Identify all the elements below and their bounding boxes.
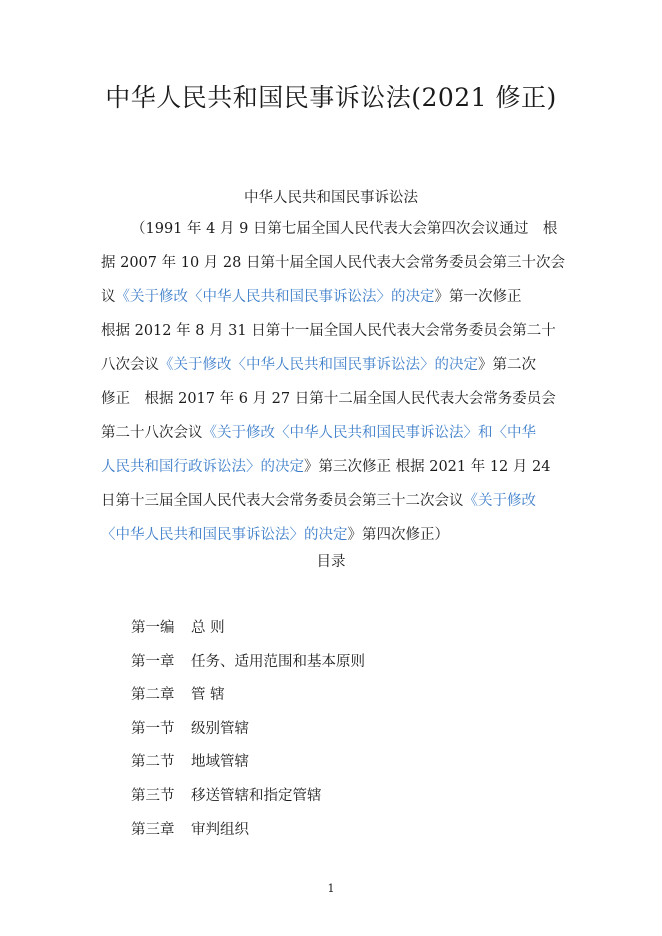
amendment-decision-link[interactable]: 人民共和国行政诉讼法〉的决定 [101, 459, 304, 475]
preamble-line [101, 416, 567, 450]
law-name: 中华人民共和国民事诉讼法 [244, 190, 418, 206]
toc-item[interactable] [131, 713, 365, 747]
preamble-text: 根据 2012 年 8 月 31 日第十一届全国人民代表大会常务委员会第二十 [101, 323, 556, 339]
amendment-history [101, 212, 567, 552]
toc-item-number: 第三章 [131, 821, 175, 838]
page-number: 1 [327, 882, 335, 895]
preamble-line [101, 212, 567, 246]
preamble-line [101, 518, 567, 552]
amendment-decision-link[interactable]: 《关于修改 [463, 493, 536, 509]
preamble-line [101, 246, 567, 280]
toc-item[interactable] [131, 814, 365, 848]
preamble-text: 第二十八次会议 [101, 425, 203, 441]
preamble-line [101, 348, 567, 382]
toc-item-number: 第三节 [131, 787, 175, 804]
amendment-decision-link[interactable]: 《关于修改〈中华人民共和国民事诉讼法〉和〈中华 [202, 425, 536, 441]
preamble-text: 日第十三届全国人民代表大会常务委员会第三十二次会议 [101, 493, 464, 509]
preamble-text: 八次会议 [101, 357, 159, 373]
preamble-text: （1991 年 4 月 9 日第七届全国人民代表大会第四次会议通过 根 [131, 221, 558, 237]
preamble-line [101, 280, 567, 314]
toc-item[interactable] [131, 646, 365, 680]
toc-item-title: 管 辖 [191, 687, 225, 704]
toc-item-number: 第一编 [131, 620, 175, 636]
toc-item-title: 任务、适用范围和基本原则 [191, 653, 365, 670]
amendment-decision-link[interactable]: 《关于修改〈中华人民共和国民事诉讼法〉的决定 [159, 357, 478, 373]
toc-item-title: 移送管辖和指定管辖 [191, 787, 322, 804]
preamble-text: 》第二次 [478, 357, 536, 373]
toc-item-title: 地域管辖 [191, 754, 249, 771]
toc-item[interactable] [131, 612, 365, 646]
table-of-contents [131, 612, 365, 847]
toc-item-number: 第一节 [131, 720, 175, 737]
toc-item-number: 第一章 [131, 653, 175, 670]
toc-item-number: 第二章 [131, 687, 175, 704]
preamble-line [101, 484, 567, 518]
preamble-line [101, 450, 567, 484]
preamble-text: 据 2007 年 10 月 28 日第十届全国人民代表大会常务委员会第三十次会 [101, 255, 565, 271]
toc-item-title: 审判组织 [191, 821, 249, 838]
preamble-text: 》第一次修正 [434, 289, 522, 305]
preamble-line [101, 314, 567, 348]
toc-item[interactable] [131, 780, 365, 814]
document-title: 中华人民共和国民事诉讼法(2021 修正) [105, 83, 557, 112]
amendment-decision-link[interactable]: 〈中华人民共和国民事诉讼法〉的决定 [101, 527, 348, 543]
preamble-text: 》第三次修正 根据 2021 年 12 月 24 [304, 459, 551, 475]
toc-heading: 目录 [316, 554, 346, 570]
preamble-text: 议 [101, 289, 116, 305]
toc-item[interactable] [131, 679, 365, 713]
toc-item-title: 总 则 [191, 620, 225, 636]
preamble-text: 修正 根据 2017 年 6 月 27 日第十二届全国人民代表大会常务委员会 [101, 391, 556, 407]
preamble-text: 》第四次修正） [347, 527, 449, 543]
amendment-decision-link[interactable]: 《关于修改〈中华人民共和国民事诉讼法〉的决定 [115, 289, 435, 305]
toc-item-number: 第二节 [131, 754, 175, 771]
toc-item-title: 级别管辖 [191, 720, 249, 737]
toc-item[interactable] [131, 746, 365, 780]
preamble-line [101, 382, 567, 416]
